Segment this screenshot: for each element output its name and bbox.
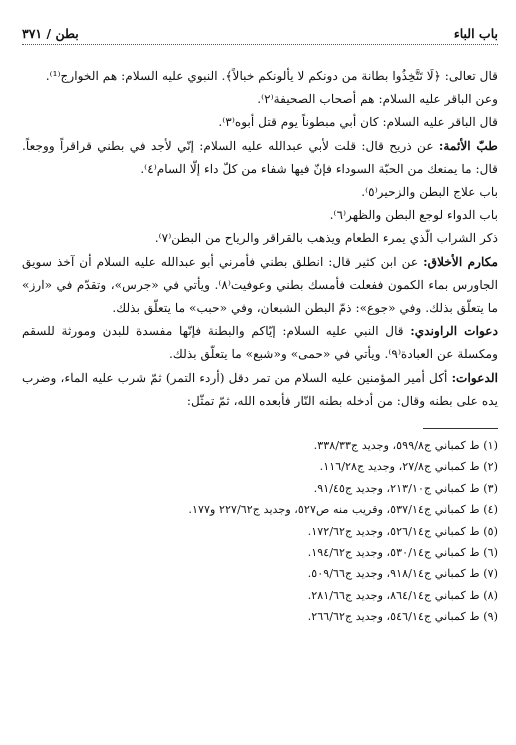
footnote: (٩) ط كمباني ج٥٤٦/١٤، وجديد ج٢٦٦/٦٢.	[307, 610, 498, 624]
paragraph-text: قال تعالى: ﴿لَا تَتَّخِذُوا بطانة من دونكم لا يألونكم خبالاً﴾. النبوي عليه السلام: هم الخوارج⁽¹⁾.	[45, 69, 498, 83]
footnote: (١) ط كمباني ج٥٩٩/٨، وجديد ج٣٣٨/٣٣.	[313, 439, 498, 453]
paragraph	[22, 251, 498, 321]
footnote: (٦) ط كمباني ج٥٣٠/١٤، وجديد ج١٩٤/٦٢.	[307, 546, 498, 560]
footnote: (٣) ط كمباني ج٢١٣/١٠، وجديد ج٩١/٤٥.	[313, 481, 498, 495]
paragraph	[22, 227, 498, 250]
paragraph	[22, 367, 498, 413]
footnote: (٧) ط كمباني ج٩١٨/١٤، وجديد ج٥٠٩/٦٦.	[307, 567, 498, 581]
source-label: الدعوات:	[451, 370, 498, 385]
paragraph	[22, 65, 498, 88]
paragraph-text: باب الدواء لوجع البطن والظهر⁽٦⁾.	[329, 208, 498, 223]
page-number: ٣٧١	[22, 26, 43, 41]
paragraph-text: عن ذريح قال: قلت لأبي عبدالله عليه السلام: إنّي لأجد في بطني قراقراً ووجعاً. قال: ما يمنعك من الحبّة السوداء فإنّ فيها شفاء من كلّ داء إلّا السام⁽٤⁾.	[22, 138, 498, 176]
paragraph	[22, 111, 498, 134]
source-label: دعوات الراوندي:	[410, 324, 498, 339]
paragraph-text: أكل أمير المؤمنين عليه السلام من تمر دقل (أردء التمر) ثمّ شرب عليه الماء، وضرب يده على بطنه وقال: من أدخله بطنه النّار فأبعده الله، ثمّ تمثّل:	[22, 370, 498, 408]
paragraph	[22, 135, 498, 181]
paragraph-text: قال الباقر عليه السلام: كان أبي مبطوناً يوم قتل أبوه⁽٣⁾.	[218, 115, 498, 130]
footnote: (٥) ط كمباني ج٥٢٦/١٤، وجديد ج١٧٢/٦٢.	[307, 524, 498, 538]
entry-and-page: بطن / ٣٧١	[22, 26, 79, 41]
running-header	[22, 26, 498, 45]
paragraph	[22, 181, 498, 204]
footnote: (٤) ط كمباني ج٥٣٧/١٤، وقريب منه ص٥٢٧، وجديد ج٢٢٧/٦٢ و١٧٧.	[188, 503, 498, 517]
paragraph-text: وعن الباقر عليه السلام: هم أصحاب الصحيفة⁽٢⁾.	[257, 92, 498, 107]
paragraph-text: باب علاج البطن والزحير⁽٥⁾.	[361, 185, 498, 200]
footnote: (٨) ط كمباني ج٨٦٤/١٤، وجديد ج٢٨١/٦٦.	[307, 588, 498, 602]
paragraph-text: عن ابن كثير قال: انطلق بطني فأمرني أبو عبدالله عليه السلام أن آخذ سويق الجاورس بماء الكمون ففعلت فأمسك بطني وعوفيت⁽٨⁾. ويأتي في «جرس»، وتقدّم في «ارز» ما يتعلّق بذلك. وفي «جوع»: ذمّ البطن الشبعان، وفي «حبب» ما يتعلّق بذلك.	[22, 254, 498, 316]
paragraph	[22, 320, 498, 366]
main-text	[22, 65, 498, 413]
paragraph-text: قال النبي عليه السلام: إيّاكم والبطنة فإنّها مفسدة للبدن ومورثة للسقم ومكسلة عن العبادة⁽٩⁾. ويأتي في «حمى» و«شبع» ما يتعلّق بذلك.	[22, 324, 498, 362]
paragraph	[22, 88, 498, 111]
paragraph-text: ذكر الشراب الّذي يمرء الطعام ويذهب بالقراقر والرياح من البطن⁽٧⁾.	[154, 231, 498, 246]
footnote: (٢) ط كمباني ج٢٧/٨، وجديد ج١١٦/٢٨.	[319, 460, 498, 474]
entry-word: بطن	[55, 26, 79, 41]
chapter-title: باب الباء	[453, 26, 498, 41]
source-label: طبّ الأئمة:	[438, 138, 499, 153]
source-label: مكارم الأخلاق:	[423, 254, 498, 269]
paragraph	[22, 204, 498, 227]
footnotes	[22, 435, 498, 628]
footnote-divider	[423, 428, 498, 429]
book-page	[22, 26, 498, 737]
